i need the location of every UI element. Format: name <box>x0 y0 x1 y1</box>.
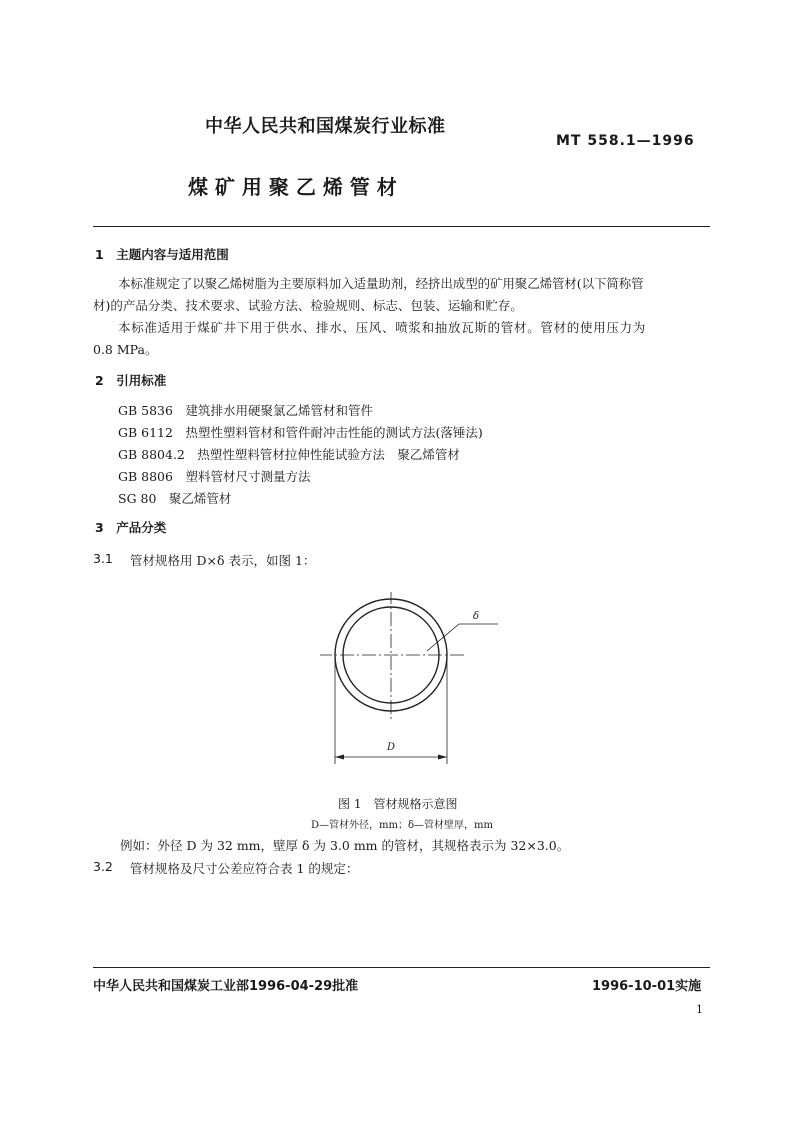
section-1-para-2-line-2: 0.8 MPa。 <box>93 342 158 357</box>
section-1-para-2-line-1: 本标准适用于煤矿井下用于供水、排水、压风、喷浆和抽放瓦斯的管材。管材的使用压力为 <box>118 320 647 335</box>
header-rule <box>93 226 710 227</box>
reference-item: GB 6112 热塑性塑料管材和管件耐冲击性能的测试方法(落锤法) <box>118 425 483 440</box>
item-3-1-number: 3.1 <box>93 551 113 566</box>
dimension-arrow-left <box>335 755 344 760</box>
standard-code: MT 558.1—1996 <box>556 133 695 149</box>
reference-item: GB 8806 塑料管材尺寸测量方法 <box>118 469 311 484</box>
approval-line: 中华人民共和国煤炭工业部1996-04-29批准 <box>93 979 359 994</box>
figure-label-delta: δ <box>473 611 480 622</box>
leader-line-delta-diagonal <box>427 624 459 651</box>
section-2-heading: 2 引用标准 <box>95 373 167 388</box>
figure-legend: D—管材外径，mm；δ—管材壁厚，mm <box>311 820 493 831</box>
figure-label-D: D <box>387 742 396 753</box>
footer-rule <box>93 967 710 968</box>
document-title: 煤 矿 用 聚 乙 烯 管 材 <box>188 175 397 199</box>
reference-item: GB 8804.2 热塑性塑料管材拉伸性能试验方法 聚乙烯管材 <box>118 447 460 462</box>
reference-item: SG 80 聚乙烯管材 <box>118 491 232 506</box>
item-3-1-text: 管材规格用 D×δ 表示，如图 1： <box>130 553 316 568</box>
figure-caption: 图 1 管材规格示意图 <box>338 797 458 811</box>
reference-item: GB 5836 建筑排水用硬聚氯乙烯管材和管件 <box>118 403 373 418</box>
item-3-2-number: 3.2 <box>93 859 113 874</box>
section-1-para-1-line-1: 本标准规定了以聚乙烯树脂为主要原料加入适量助剂，经挤出成型的矿用聚乙烯管材(以下简称管 <box>118 276 644 291</box>
page-number: 1 <box>696 1003 703 1016</box>
org-title: 中华人民共和国煤炭行业标准 <box>205 116 446 137</box>
section-1-para-1-line-2: 材)的产品分类、技术要求、试验方法、检验规则、标志、包装、运输和贮存。 <box>93 298 523 313</box>
implementation-date: 1996-10-01实施 <box>592 979 702 994</box>
example-text: 例如：外径 D 为 32 mm，壁厚 δ 为 3.0 mm 的管材，其规格表示为 32×3.0。 <box>120 838 570 853</box>
section-1-heading: 1 主题内容与适用范围 <box>95 247 229 262</box>
dimension-arrow-right <box>438 755 447 760</box>
item-3-2-text: 管材规格及尺寸公差应符合表 1 的规定： <box>130 861 359 876</box>
section-3-heading: 3 产品分类 <box>95 520 167 535</box>
